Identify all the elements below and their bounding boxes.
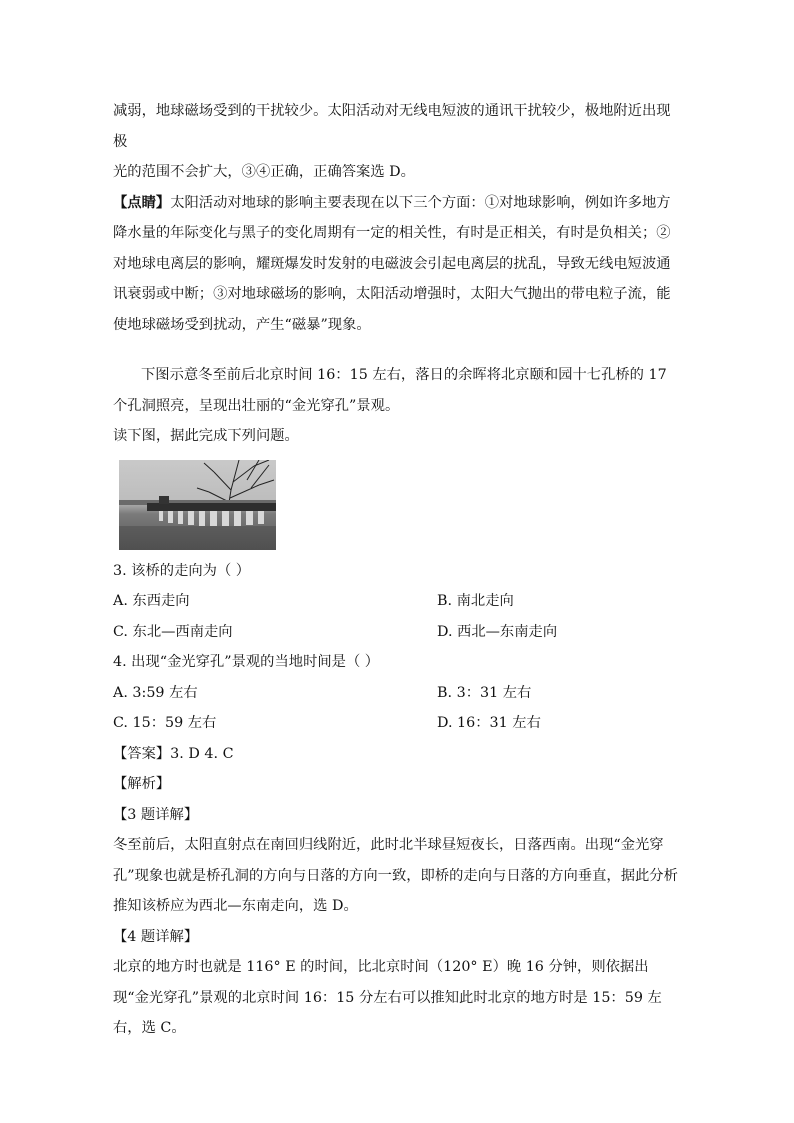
answer-line: 【答案】3. D 4. C bbox=[113, 745, 234, 762]
analysis-label: 【解析】 bbox=[113, 776, 171, 792]
q3-options-row-1 bbox=[113, 586, 683, 617]
q4-option-a: A. 3:59 左右 bbox=[113, 684, 198, 701]
q3-option-a: A. 东西走向 bbox=[113, 593, 190, 609]
tip-paragraph bbox=[113, 188, 683, 341]
q3-option-b: B. 南北走向 bbox=[437, 593, 514, 609]
intro-line-2: 光的范围不会扩大，③④正确，正确答案选 D。 bbox=[113, 164, 415, 180]
tip-text: 太阳活动对地球的影响主要表现在以下三个方面：①对地球影响，例如许多地方降水量的年际变化与黑子的变化周期有一定的相关性，有时是正相关，有时是负相关；②对地球电离层的影响，耀斑爆发时发射的电磁波会引起电离层的扰乱，导致无线电短波通讯衰弱或中断；③对地球磁场的影响，太阳活动增强时，太阳大气抛出的带电粒子流，能使地球磁场受到扰动，产生“磁暴”现象。 bbox=[113, 194, 671, 333]
tip-label: 【点睛】 bbox=[113, 194, 171, 211]
q3-option-c: C. 东北—西南走向 bbox=[113, 623, 233, 640]
q4-option-d: D. 16：31 左右 bbox=[437, 715, 541, 731]
q3-option-d: D. 西北—东南走向 bbox=[437, 623, 558, 640]
q4-option-b: B. 3：31 左右 bbox=[437, 684, 532, 701]
seventeen-arch-bridge-photo bbox=[119, 460, 276, 550]
q4-option-c: C. 15：59 左右 bbox=[113, 715, 217, 731]
q4-options-row-2 bbox=[113, 708, 683, 739]
q3-stem: 3. 该桥的走向为（ ） bbox=[113, 562, 251, 579]
detail-3-text: 冬至前后，太阳直射点在南回归线附近，此时北半球昼短夜长，日落西南。出现“金光穿孔”现象也就是桥孔洞的方向与日落的方向一致，即桥的走向与日落的方向垂直，据此分析推知该桥应为西北—东南走向，选 D。 bbox=[113, 837, 678, 914]
detail-3-label: 【3 题详解】 bbox=[113, 806, 199, 823]
q3-options-row-2 bbox=[113, 617, 683, 648]
material-paragraph: 下图示意冬至前后北京时间 16：15 左右，落日的余晖将北京颐和园十七孔桥的 17 个孔洞照亮，呈现出壮丽的“金光穿孔”景观。 bbox=[113, 367, 667, 414]
detail-4-text: 北京的地方时也就是 116° E 的时间，比北京时间（120° E）晚 16 分钟，则依据出现“金光穿孔”景观的北京时间 16：15 分左右可以推知此时北京的地方时是 15：59 左右，选 C。 bbox=[113, 959, 662, 1036]
document-page bbox=[113, 96, 683, 1044]
material-instruction: 读下图，据此完成下列问题。 bbox=[113, 428, 299, 444]
detail-4-label: 【4 题详解】 bbox=[113, 928, 199, 945]
q4-stem: 4. 出现“金光穿孔”景观的当地时间是（ ） bbox=[113, 654, 380, 670]
intro-line-1: 减弱，地球磁场受到的干扰较少。太阳活动对无线电短波的通讯干扰较少，极地附近出现极 bbox=[113, 103, 671, 150]
q4-options-row-1 bbox=[113, 678, 683, 709]
